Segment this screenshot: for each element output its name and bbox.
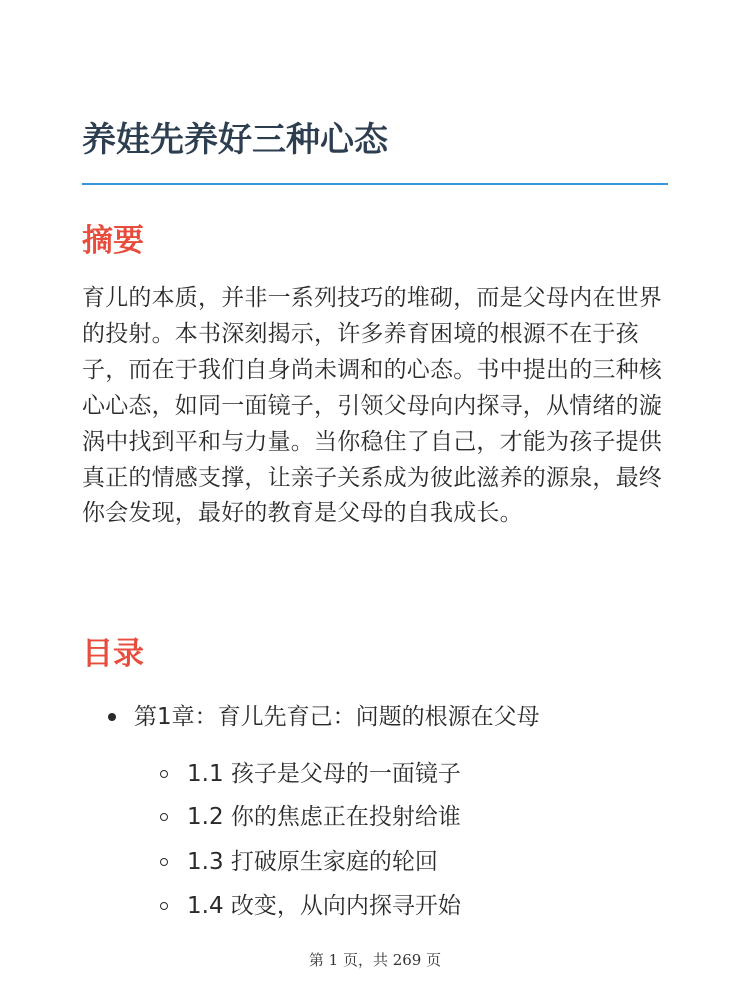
- toc-section-label: 1.4 改变，从向内探寻开始: [187, 893, 461, 919]
- toc-chapter-label: 第1章：育儿先育己：问题的根源在父母: [134, 704, 540, 730]
- document-title: 养娃先养好三种心态: [82, 120, 388, 160]
- toc-section-label: 1.1 孩子是父母的一面镜子: [187, 761, 461, 787]
- toc-section-1-4[interactable]: [160, 889, 461, 923]
- toc-section-1-1[interactable]: [160, 757, 461, 791]
- bullet-circle-icon: [160, 813, 168, 821]
- toc-section-1-3[interactable]: [160, 845, 438, 879]
- bullet-circle-icon: [160, 902, 168, 910]
- summary-heading: 摘要: [82, 223, 144, 259]
- summary-paragraph: 育儿的本质，并非一系列技巧的堆砌，而是父母内在世界的投射。本书深刻揭示，许多养育困境的根源不在于孩子，而在于我们自身尚未调和的心态。书中提出的三种核心心态，如同一面镜子，引领父母向内探寻，从情绪的漩涡中找到平和与力量。当你稳住了自己，才能为孩子提供真正的情感支撑，让亲子关系成为彼此滋养的源泉，最终你会发现，最好的教育是父母的自我成长。: [82, 285, 662, 527]
- bullet-circle-icon: [160, 770, 168, 778]
- toc-section-1-2[interactable]: [160, 800, 461, 834]
- title-divider: [82, 183, 668, 185]
- toc-chapter-1[interactable]: [108, 700, 540, 734]
- toc-heading: 目录: [82, 636, 144, 672]
- bullet-disc-icon: [108, 713, 116, 721]
- toc-section-label: 1.2 你的焦虑正在投射给谁: [187, 804, 461, 830]
- toc-section-label: 1.3 打破原生家庭的轮回: [187, 849, 438, 875]
- bullet-circle-icon: [160, 858, 168, 866]
- page-number-footer: 第 1 页，共 269 页: [308, 951, 442, 969]
- document-page: [82, 0, 668, 1000]
